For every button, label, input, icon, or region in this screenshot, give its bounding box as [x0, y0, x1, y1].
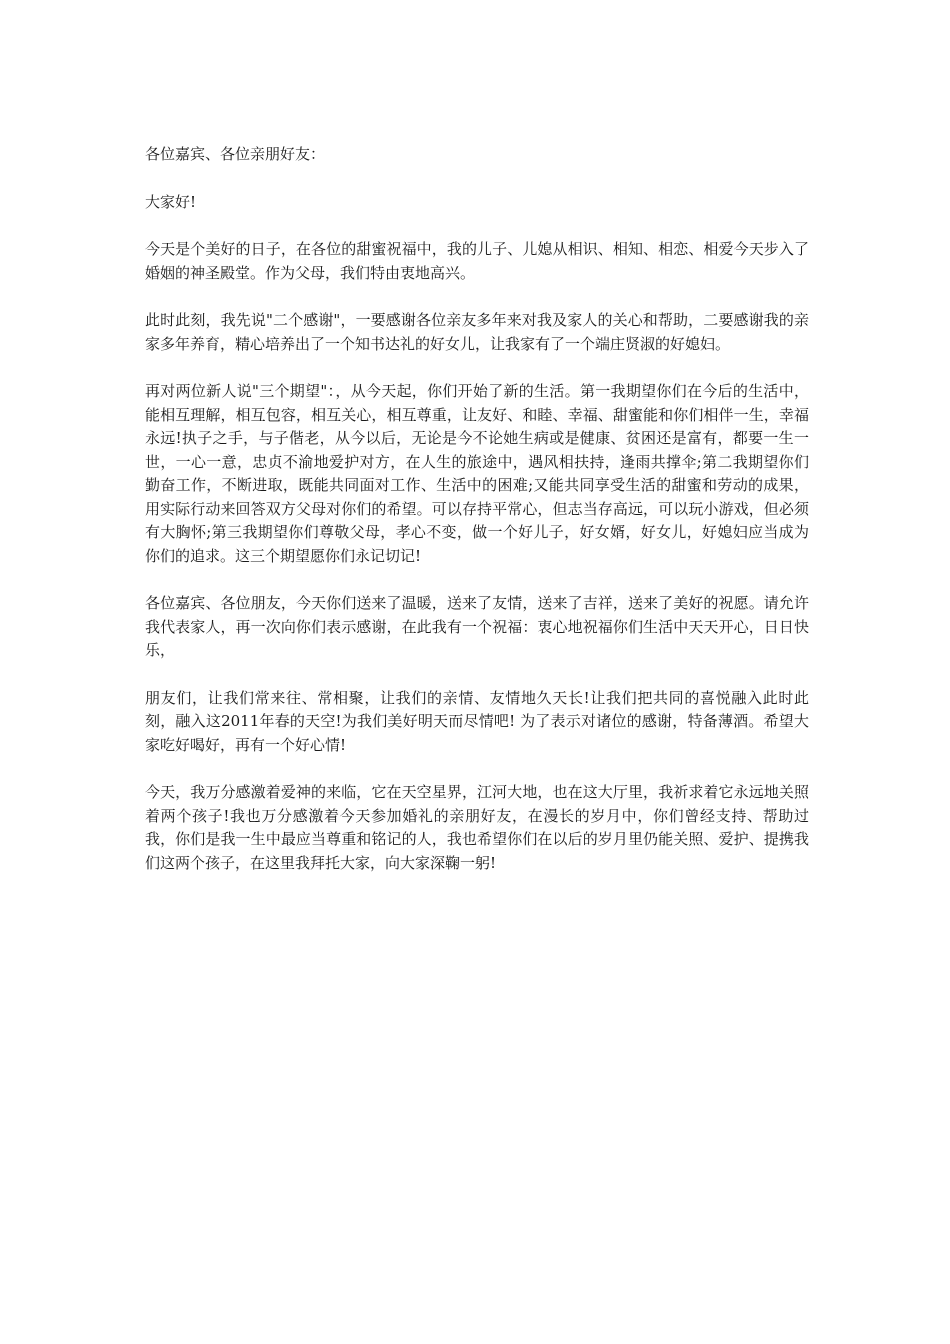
paragraph: 朋友们，让我们常来往、常相聚，让我们的亲情、友情地久天长!让我们把共同的喜悦融入此时此刻，融入这2011年春的天空!为我们美好明天而尽情吧! 为了表示对诸位的感谢，特备薄酒。希望大家吃好喝好，再有一个好心情! [145, 688, 809, 754]
paragraph: 今天是个美好的日子，在各位的甜蜜祝福中，我的儿子、儿媳从相识、相知、相恋、相爱今天步入了婚姻的神圣殿堂。作为父母，我们特由衷地高兴。 [145, 240, 809, 282]
document-body [145, 143, 809, 899]
paragraph: 再对两位新人说"三个期望"：，从今天起，你们开始了新的生活。第一我期望你们在今后的生活中，能相互理解，相互包容，相互关心，相互尊重，让友好、和睦、幸福、甜蜜能和你们相伴一生，幸福永远!执子之手，与子偕老，从今以后，无论是今不论她生病或是健康、贫困还是富有，都要一生一世，一心一意，忠贞不渝地爱护对方，在人生的旅途中，遇风相扶持，逢雨共撑伞;第二我期望你们勤奋工作，不断进取，既能共同面对工作、生活中的困难;又能共同享受生活的甜蜜和劳动的成果，用实际行动来回答双方父母对你们的希望。可以存持平常心，但志当存高远，可以玩小游戏，但必须有大胸怀;第三我期望你们尊敬父母，孝心不变，做一个好儿子，好女婿，好女儿，好媳妇应当成为你们的追求。这三个期望愿你们永记切记! [145, 382, 809, 565]
greeting: 大家好! [145, 192, 197, 211]
paragraph: 各位嘉宾、各位朋友，今天你们送来了温暖，送来了友情，送来了吉祥，送来了美好的祝愿。请允许我代表家人，再一次向你们表示感谢，在此我有一个祝福：衷心地祝福你们生活中天天开心，日日快乐， [145, 594, 809, 659]
paragraph: 此时此刻，我先说"二个感谢"，一要感谢各位亲友多年来对我及家人的关心和帮助，二要感谢我的亲家多年养育，精心培养出了一个知书达礼的好女儿，让我家有了一个端庄贤淑的好媳妇。 [145, 311, 809, 353]
paragraph: 今天，我万分感激着爱神的来临，它在天空星界，江河大地，也在这大厅里，我祈求着它永远地关照着两个孩子!我也万分感激着今天参加婚礼的亲朋好友，在漫长的岁月中，你们曾经支持、帮助过我，你们是我一生中最应当尊重和铭记的人，我也希望你们在以后的岁月里仍能关照、爱护、提携我们这两个孩子，在这里我拜托大家，向大家深鞠一躬! [145, 783, 809, 872]
salutation: 各位嘉宾、各位亲朋好友： [145, 145, 326, 163]
